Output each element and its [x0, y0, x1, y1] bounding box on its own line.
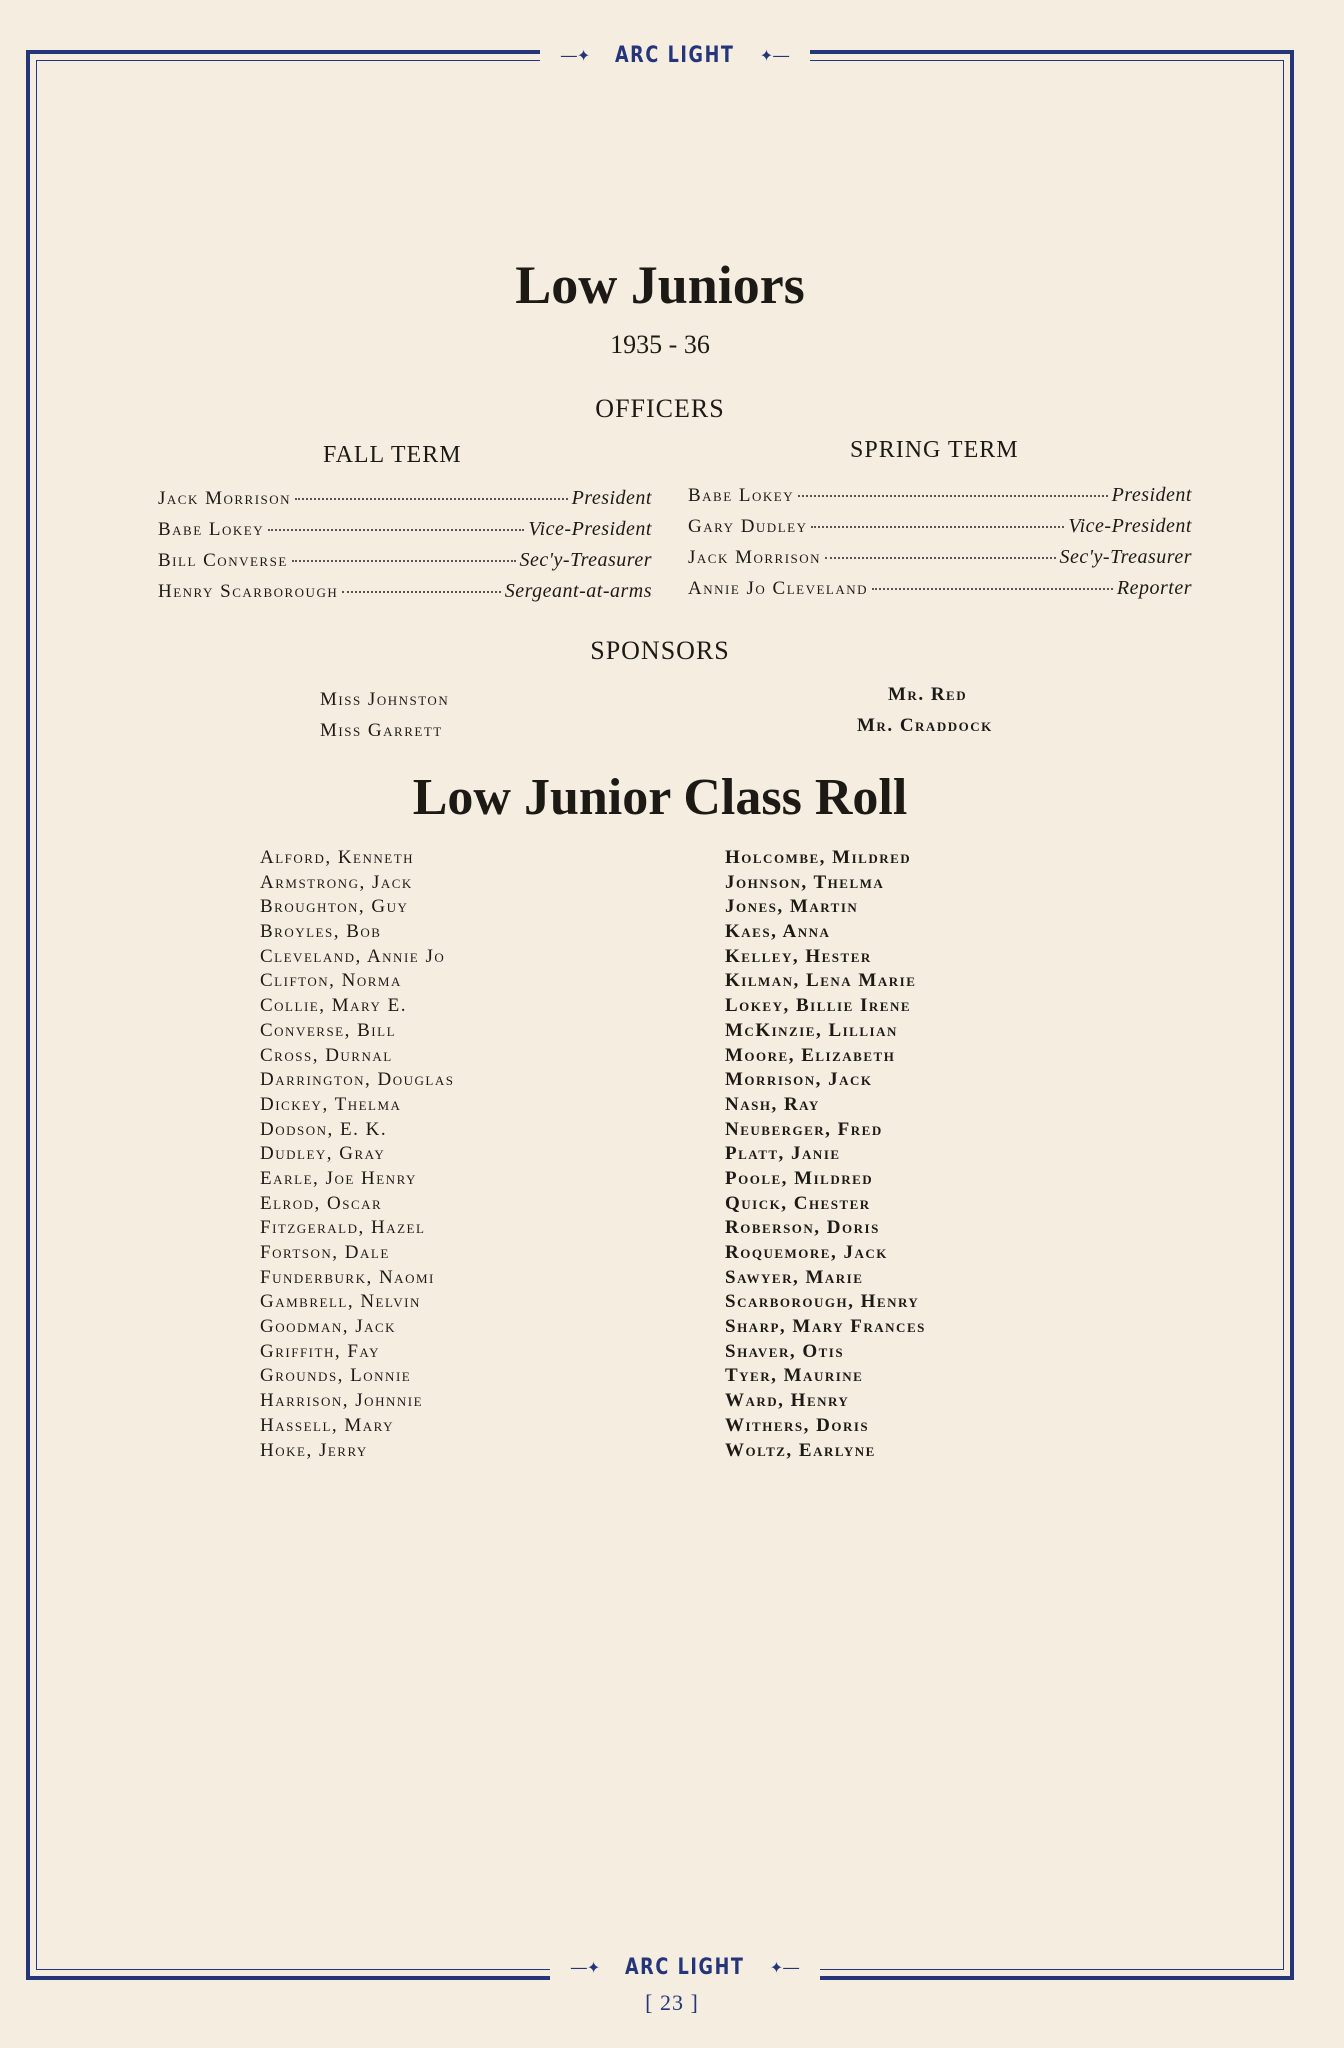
student-name: Dickey, Thelma — [260, 1093, 402, 1115]
leader-dots — [825, 557, 1055, 559]
officers-heading: OFFICERS — [595, 394, 725, 423]
student-name: Hoke, Jerry — [260, 1439, 368, 1461]
page-footer — [550, 1950, 820, 1984]
footer-title: ARC LIGHT — [625, 1954, 745, 1980]
leader-dots — [798, 495, 1107, 497]
page-number: [ 23 ] — [645, 1990, 699, 2015]
student-name: Kaes, Anna — [725, 921, 831, 943]
spring-officer-row — [688, 484, 1192, 507]
school-year: 1935 - 36 — [610, 330, 710, 359]
fall-officer-row — [158, 549, 652, 572]
class-roll-right-column — [725, 846, 926, 1463]
student-name: Fortson, Dale — [260, 1242, 390, 1263]
student-name: Dudley, Gray — [260, 1143, 386, 1165]
spring-officer-row — [688, 546, 1192, 569]
left-arrow-ornament-icon: ―✦ — [570, 1957, 601, 1977]
spring-term-heading: SPRING TERM — [850, 437, 1019, 463]
officer-name: Jack Morrison — [158, 488, 292, 509]
leader-dots — [872, 588, 1113, 590]
student-name: Kelley, Hester — [725, 945, 872, 967]
student-name: Roquemore, Jack — [725, 1242, 888, 1263]
officer-role: Reporter — [1116, 577, 1192, 599]
student-name: Lokey, Billie Irene — [725, 995, 912, 1017]
officer-role: Sergeant-at-arms — [504, 580, 652, 602]
student-name: Johnson, Thelma — [725, 871, 885, 893]
officer-name: Henry Scarborough — [158, 581, 339, 602]
leader-dots — [295, 498, 568, 500]
student-name: Nash, Ray — [725, 1093, 820, 1115]
student-name: Fitzgerald, Hazel — [260, 1217, 426, 1239]
student-name: Sharp, Mary Frances — [725, 1316, 926, 1338]
student-name: Goodman, Jack — [260, 1316, 397, 1338]
spring-officer-row — [688, 577, 1192, 600]
student-name: Ward, Henry — [725, 1390, 850, 1412]
student-name: Roberson, Doris — [725, 1217, 880, 1239]
student-name: Poole, Mildred — [725, 1167, 874, 1189]
student-name: Woltz, Earlyne — [725, 1439, 876, 1461]
student-name: Sawyer, Marie — [725, 1266, 864, 1288]
student-name: Hassell, Mary — [260, 1414, 395, 1436]
officer-name: Bill Converse — [158, 550, 288, 571]
sponsor-name: Mr. Red — [888, 684, 968, 705]
student-name: Morrison, Jack — [725, 1069, 873, 1091]
student-name: Converse, Bill — [260, 1019, 397, 1041]
officer-role: President — [571, 487, 652, 509]
student-name: Broyles, Bob — [260, 921, 382, 943]
spring-officer-row — [688, 515, 1192, 538]
fall-officer-row — [158, 518, 652, 541]
student-name: Platt, Janie — [725, 1143, 841, 1165]
student-name: Elrod, Oscar — [260, 1192, 383, 1214]
class-roll-left-column — [260, 846, 454, 1463]
officer-name: Babe Lokey — [158, 519, 265, 540]
header-title: ARC LIGHT — [615, 42, 735, 68]
left-arrow-ornament-icon: ―✦ — [560, 45, 591, 65]
officer-role: Vice-President — [528, 518, 652, 540]
student-name: Scarborough, Henry — [725, 1291, 920, 1313]
fall-officer-row — [158, 580, 652, 603]
student-name: Harrison, Johnnie — [260, 1390, 424, 1412]
student-name: Kilman, Lena Marie — [725, 970, 917, 992]
student-name: Earle, Joe Henry — [260, 1167, 417, 1189]
sponsor-name: Mr. Craddock — [857, 715, 993, 736]
sponsor-name: Miss Garrett — [320, 720, 443, 741]
student-name: Dodson, E. K. — [260, 1118, 388, 1140]
fall-officer-row — [158, 487, 652, 510]
sponsor-name: Miss Johnston — [320, 689, 450, 710]
student-name: Neuberger, Fred — [725, 1118, 883, 1140]
student-name: Darrington, Douglas — [260, 1069, 455, 1091]
fall-term-heading: FALL TERM — [323, 442, 462, 468]
student-name: Grounds, Lonnie — [260, 1365, 412, 1387]
leader-dots — [292, 560, 516, 562]
student-name: Gambrell, Nelvin — [260, 1291, 421, 1313]
student-name: Clifton, Norma — [260, 970, 402, 992]
class-roll-title: Low Junior Class Roll — [412, 769, 908, 826]
student-name: Cleveland, Annie Jo — [260, 945, 446, 967]
student-name: Funderburk, Naomi — [260, 1266, 435, 1288]
student-name: Withers, Doris — [725, 1414, 870, 1436]
officer-name: Jack Morrison — [688, 547, 822, 568]
student-name: Cross, Durnal — [260, 1044, 393, 1066]
student-name: McKinzie, Lillian — [725, 1019, 898, 1041]
student-name: Jones, Martin — [725, 896, 859, 918]
student-name: Tyer, Maurine — [725, 1365, 864, 1387]
officer-role: Vice-President — [1068, 515, 1192, 537]
student-name: Griffith, Fay — [260, 1340, 380, 1362]
officer-name: Gary Dudley — [688, 516, 808, 537]
page-title: Low Juniors — [515, 255, 805, 315]
page-header — [540, 40, 810, 70]
student-name: Holcombe, Mildred — [725, 847, 912, 868]
student-name: Alford, Kenneth — [260, 847, 415, 868]
student-name: Moore, Elizabeth — [725, 1044, 896, 1066]
student-name: Shaver, Otis — [725, 1340, 845, 1362]
leader-dots — [342, 591, 501, 593]
leader-dots — [268, 529, 524, 531]
officer-name: Babe Lokey — [688, 485, 795, 506]
sponsors-heading: SPONSORS — [590, 636, 730, 665]
right-arrow-ornament-icon: ✦― — [759, 45, 790, 65]
officer-name: Annie Jo Cleveland — [688, 578, 869, 599]
student-name: Broughton, Guy — [260, 896, 409, 918]
officer-role: President — [1111, 484, 1192, 506]
officer-role: Sec'y-Treasurer — [1059, 546, 1192, 568]
leader-dots — [811, 526, 1064, 528]
student-name: Armstrong, Jack — [260, 871, 413, 893]
officer-role: Sec'y-Treasurer — [519, 549, 652, 571]
student-name: Quick, Chester — [725, 1192, 871, 1214]
student-name: Collie, Mary E. — [260, 995, 407, 1017]
right-arrow-ornament-icon: ✦― — [769, 1957, 800, 1977]
